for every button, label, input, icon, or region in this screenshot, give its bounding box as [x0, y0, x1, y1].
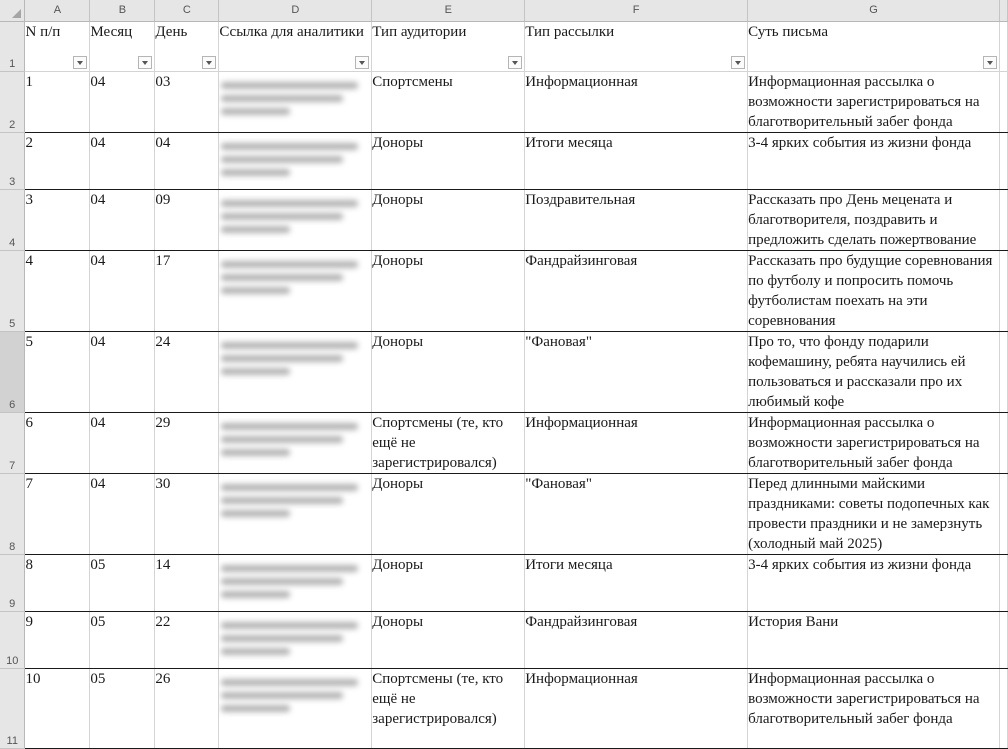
cell-number[interactable]	[25, 668, 90, 748]
header-label: N п/п	[25, 23, 61, 40]
cell-mailing-type[interactable]	[525, 554, 748, 611]
row-header[interactable]	[0, 71, 25, 132]
column-header-b[interactable]: B	[90, 0, 155, 21]
filter-dropdown-icon[interactable]	[138, 56, 152, 69]
row-number: 3	[9, 175, 16, 188]
cell-day[interactable]	[155, 668, 219, 748]
column-header-g[interactable]: G	[748, 0, 1000, 21]
cell-essence[interactable]	[748, 250, 1000, 331]
table-row	[0, 611, 1008, 668]
cell-value: 24	[155, 333, 171, 350]
header-cell-mailing-type[interactable]	[525, 21, 748, 71]
table-row	[0, 71, 1008, 132]
cell-mailing-type[interactable]	[525, 71, 748, 132]
cell-mailing-type[interactable]	[525, 412, 748, 473]
cell-value: Фандрайзинговая	[525, 613, 638, 630]
header-cell-day[interactable]	[155, 21, 219, 71]
table-row	[0, 412, 1008, 473]
cell-value: Итоги месяца	[525, 556, 613, 573]
cell-essence[interactable]	[748, 71, 1000, 132]
cell-value: 05	[90, 613, 106, 630]
cell-value: Спортсмены (те, кто ещё не зарегистрировался)	[372, 670, 507, 727]
cell-mailing-type[interactable]	[525, 250, 748, 331]
cell-value: "Фановая"	[525, 333, 592, 350]
cell-analytics-link-blurred[interactable]	[219, 71, 372, 132]
cell-value: Доноры	[372, 556, 424, 573]
cell-analytics-link-blurred[interactable]	[219, 668, 372, 748]
header-label: День	[155, 23, 188, 40]
header-label: Месяц	[90, 23, 133, 40]
cell-mailing-type[interactable]	[525, 611, 748, 668]
cell-number[interactable]	[25, 331, 90, 412]
cell-value: 26	[155, 670, 171, 687]
cell-audience[interactable]	[372, 71, 525, 132]
cell-month[interactable]	[90, 331, 155, 412]
blurred-link	[219, 190, 371, 233]
cell-month[interactable]	[90, 189, 155, 250]
cell-audience[interactable]	[372, 668, 525, 748]
cell-number[interactable]	[25, 250, 90, 331]
cell-value: 9	[25, 613, 33, 630]
header-label: Тип рассылки	[525, 23, 615, 40]
blurred-link	[219, 612, 371, 655]
empty-cell[interactable]	[999, 71, 1007, 132]
header-cell-essence[interactable]	[748, 21, 1000, 71]
cell-value: 04	[90, 73, 106, 90]
filter-dropdown-icon[interactable]	[355, 56, 369, 69]
filter-dropdown-icon[interactable]	[731, 56, 745, 69]
column-header-h[interactable]	[999, 0, 1007, 21]
cell-day[interactable]	[155, 473, 219, 554]
header-label: Суть письма	[748, 23, 828, 40]
cell-number[interactable]	[25, 189, 90, 250]
row-number: 10	[6, 654, 19, 667]
cell-day[interactable]	[155, 189, 219, 250]
cell-mailing-type[interactable]	[525, 189, 748, 250]
cell-audience[interactable]	[372, 611, 525, 668]
cell-value: Информационная	[525, 414, 638, 431]
header-cell-audience[interactable]	[372, 21, 525, 71]
cell-number[interactable]	[25, 554, 90, 611]
row-number: 2	[9, 118, 16, 131]
row-header[interactable]	[0, 412, 25, 473]
cell-audience[interactable]	[372, 473, 525, 554]
row-header[interactable]	[0, 668, 25, 748]
column-header-a[interactable]: A	[25, 0, 90, 21]
blurred-link	[219, 555, 371, 598]
header-cell-analytics-link[interactable]	[219, 21, 372, 71]
header-cell-month[interactable]	[90, 21, 155, 71]
column-header-f[interactable]: F	[525, 0, 748, 21]
cell-number[interactable]	[25, 473, 90, 554]
cell-value: "Фановая"	[525, 475, 592, 492]
cell-value: 14	[155, 556, 171, 573]
row-number: 6	[9, 398, 16, 411]
cell-month[interactable]	[90, 668, 155, 748]
empty-cell[interactable]	[999, 132, 1007, 189]
empty-cell[interactable]	[999, 611, 1007, 668]
header-cell-number[interactable]	[25, 21, 90, 71]
cell-month[interactable]	[90, 132, 155, 189]
column-header-e[interactable]: E	[372, 0, 525, 21]
cell-mailing-type[interactable]	[525, 331, 748, 412]
cell-number[interactable]	[25, 71, 90, 132]
row-header[interactable]	[0, 611, 25, 668]
table-row	[0, 668, 1008, 748]
filter-dropdown-icon[interactable]	[508, 56, 522, 69]
cell-value: 6	[25, 414, 33, 431]
filter-dropdown-icon[interactable]	[202, 56, 216, 69]
cell-value: 5	[25, 333, 33, 350]
cell-mailing-type[interactable]	[525, 473, 748, 554]
empty-cell[interactable]	[999, 189, 1007, 250]
cell-number[interactable]	[25, 132, 90, 189]
cell-audience[interactable]	[372, 554, 525, 611]
cell-value: Доноры	[372, 475, 424, 492]
row-number: 8	[9, 540, 16, 553]
table-row	[0, 250, 1008, 331]
row-header[interactable]	[0, 132, 25, 189]
table-row	[0, 554, 1008, 611]
cell-value: Перед длинными майскими праздниками: советы подопечных как провести праздники и не замерзнуть (холодный май 2025)	[748, 475, 994, 552]
cell-value: 22	[155, 613, 171, 630]
cell-value: 04	[155, 134, 171, 151]
cell-value: 1	[25, 73, 33, 90]
cell-value: 8	[25, 556, 33, 573]
cell-value: 04	[90, 414, 106, 431]
cell-essence[interactable]	[748, 189, 1000, 250]
blurred-link	[219, 413, 371, 456]
cell-analytics-link-blurred[interactable]	[219, 412, 372, 473]
blurred-link	[219, 251, 371, 294]
row-number: 4	[9, 236, 16, 249]
row-header[interactable]	[0, 189, 25, 250]
cell-value: 05	[90, 556, 106, 573]
blurred-link	[219, 72, 371, 115]
cell-audience[interactable]	[372, 412, 525, 473]
cell-number[interactable]	[25, 611, 90, 668]
cell-value: 3	[25, 191, 33, 208]
blurred-link	[219, 474, 371, 517]
column-header-d[interactable]: D	[219, 0, 372, 21]
cell-essence[interactable]	[748, 412, 1000, 473]
cell-number[interactable]	[25, 412, 90, 473]
cell-value: Информационная рассылка о возможности зарегистрироваться на благотворительный забег фонда	[748, 414, 984, 471]
cell-audience[interactable]	[372, 189, 525, 250]
cell-mailing-type[interactable]	[525, 668, 748, 748]
empty-cell[interactable]	[999, 21, 1007, 71]
cell-value: Поздравительная	[525, 191, 636, 208]
cell-day[interactable]	[155, 250, 219, 331]
empty-cell[interactable]	[999, 412, 1007, 473]
table-row	[0, 473, 1008, 554]
cell-month[interactable]	[90, 554, 155, 611]
row-header[interactable]	[0, 554, 25, 611]
cell-value: Информационная	[525, 73, 638, 90]
cell-value: 03	[155, 73, 171, 90]
cell-value: Доноры	[372, 134, 424, 151]
blurred-link	[219, 332, 371, 375]
select-all-corner[interactable]	[0, 0, 25, 21]
cell-value: Доноры	[372, 333, 424, 350]
cell-value: 10	[25, 670, 41, 687]
row-number: 7	[9, 459, 16, 472]
column-header-c[interactable]: C	[155, 0, 219, 21]
cell-analytics-link-blurred[interactable]	[219, 331, 372, 412]
cell-day[interactable]	[155, 554, 219, 611]
select-all-triangle-icon	[12, 9, 21, 18]
cell-value: Доноры	[372, 191, 424, 208]
cell-value: Про то, что фонду подарили кофемашину, ребята научились ей пользоваться и рассказали про их любимый кофе	[748, 333, 970, 410]
row-number: 5	[9, 317, 16, 330]
cell-value: 04	[90, 475, 106, 492]
table-row	[0, 189, 1008, 250]
cell-analytics-link-blurred[interactable]	[219, 473, 372, 554]
cell-essence[interactable]	[748, 132, 1000, 189]
empty-cell[interactable]	[999, 473, 1007, 554]
cell-value: Спортсмены (те, кто ещё не зарегистрировался)	[372, 414, 507, 471]
cell-value: 30	[155, 475, 171, 492]
row-header[interactable]	[0, 21, 25, 71]
cell-value: Итоги месяца	[525, 134, 613, 151]
cell-essence[interactable]	[748, 611, 1000, 668]
cell-day[interactable]	[155, 412, 219, 473]
cell-value: История Вани	[748, 613, 839, 630]
cell-month[interactable]	[90, 473, 155, 554]
cell-analytics-link-blurred[interactable]	[219, 132, 372, 189]
cell-value: 04	[90, 134, 106, 151]
row-header[interactable]	[0, 331, 25, 412]
blurred-link	[219, 133, 371, 176]
cell-value: Рассказать про День мецената и благотворителя, поздравить и предложить сделать пожертвование	[748, 191, 977, 248]
empty-cell[interactable]	[999, 331, 1007, 412]
cell-essence[interactable]	[748, 554, 1000, 611]
header-label: Ссылка для аналитики	[219, 23, 364, 40]
cell-audience[interactable]	[372, 331, 525, 412]
cell-value: 04	[90, 191, 106, 208]
filter-dropdown-icon[interactable]	[983, 56, 997, 69]
cell-audience[interactable]	[372, 132, 525, 189]
cell-value: Информационная	[525, 670, 638, 687]
cell-analytics-link-blurred[interactable]	[219, 611, 372, 668]
cell-mailing-type[interactable]	[525, 132, 748, 189]
row-number: 1	[9, 57, 16, 70]
cell-value: Доноры	[372, 252, 424, 269]
empty-cell[interactable]	[999, 554, 1007, 611]
row-header[interactable]	[0, 250, 25, 331]
cell-value: Спортсмены	[372, 73, 453, 90]
cell-value: Доноры	[372, 613, 424, 630]
cell-day[interactable]	[155, 132, 219, 189]
row-header[interactable]	[0, 473, 25, 554]
filter-dropdown-icon[interactable]	[73, 56, 87, 69]
cell-month[interactable]	[90, 250, 155, 331]
cell-value: 17	[155, 252, 171, 269]
cell-audience[interactable]	[372, 250, 525, 331]
cell-day[interactable]	[155, 71, 219, 132]
cell-value: 09	[155, 191, 171, 208]
cell-day[interactable]	[155, 611, 219, 668]
cell-analytics-link-blurred[interactable]	[219, 554, 372, 611]
table-row	[0, 132, 1008, 189]
empty-cell[interactable]	[999, 250, 1007, 331]
cell-value: 3-4 ярких события из жизни фонда	[748, 556, 972, 573]
table-row	[0, 331, 1008, 412]
cell-essence[interactable]	[748, 668, 1000, 748]
cell-month[interactable]	[90, 412, 155, 473]
cell-value: 3-4 ярких события из жизни фонда	[748, 134, 972, 151]
cell-value: Информационная рассылка о возможности зарегистрироваться на благотворительный забег фонда	[748, 73, 984, 130]
cell-value: 2	[25, 134, 33, 151]
cell-day[interactable]	[155, 331, 219, 412]
row-number: 11	[6, 734, 18, 747]
cell-value: 04	[90, 333, 106, 350]
cell-value: 05	[90, 670, 106, 687]
cell-value: 4	[25, 252, 33, 269]
cell-essence[interactable]	[748, 331, 1000, 412]
cell-value: 7	[25, 475, 33, 492]
empty-cell[interactable]	[999, 668, 1007, 748]
cell-essence[interactable]	[748, 473, 1000, 554]
cell-analytics-link-blurred[interactable]	[219, 250, 372, 331]
row-number: 9	[9, 597, 16, 610]
cell-month[interactable]	[90, 71, 155, 132]
cell-value: Рассказать про будущие соревнования по футболу и попросить помочь футболистам поехать на эти соревнования	[748, 252, 997, 329]
blurred-link	[219, 669, 371, 712]
cell-month[interactable]	[90, 611, 155, 668]
cell-value: 04	[90, 252, 106, 269]
cell-analytics-link-blurred[interactable]	[219, 189, 372, 250]
cell-value: Информационная рассылка о возможности зарегистрироваться на благотворительный забег фонда	[748, 670, 984, 727]
cell-value: Фандрайзинговая	[525, 252, 638, 269]
cell-value: 29	[155, 414, 171, 431]
header-label: Тип аудитории	[372, 23, 467, 40]
